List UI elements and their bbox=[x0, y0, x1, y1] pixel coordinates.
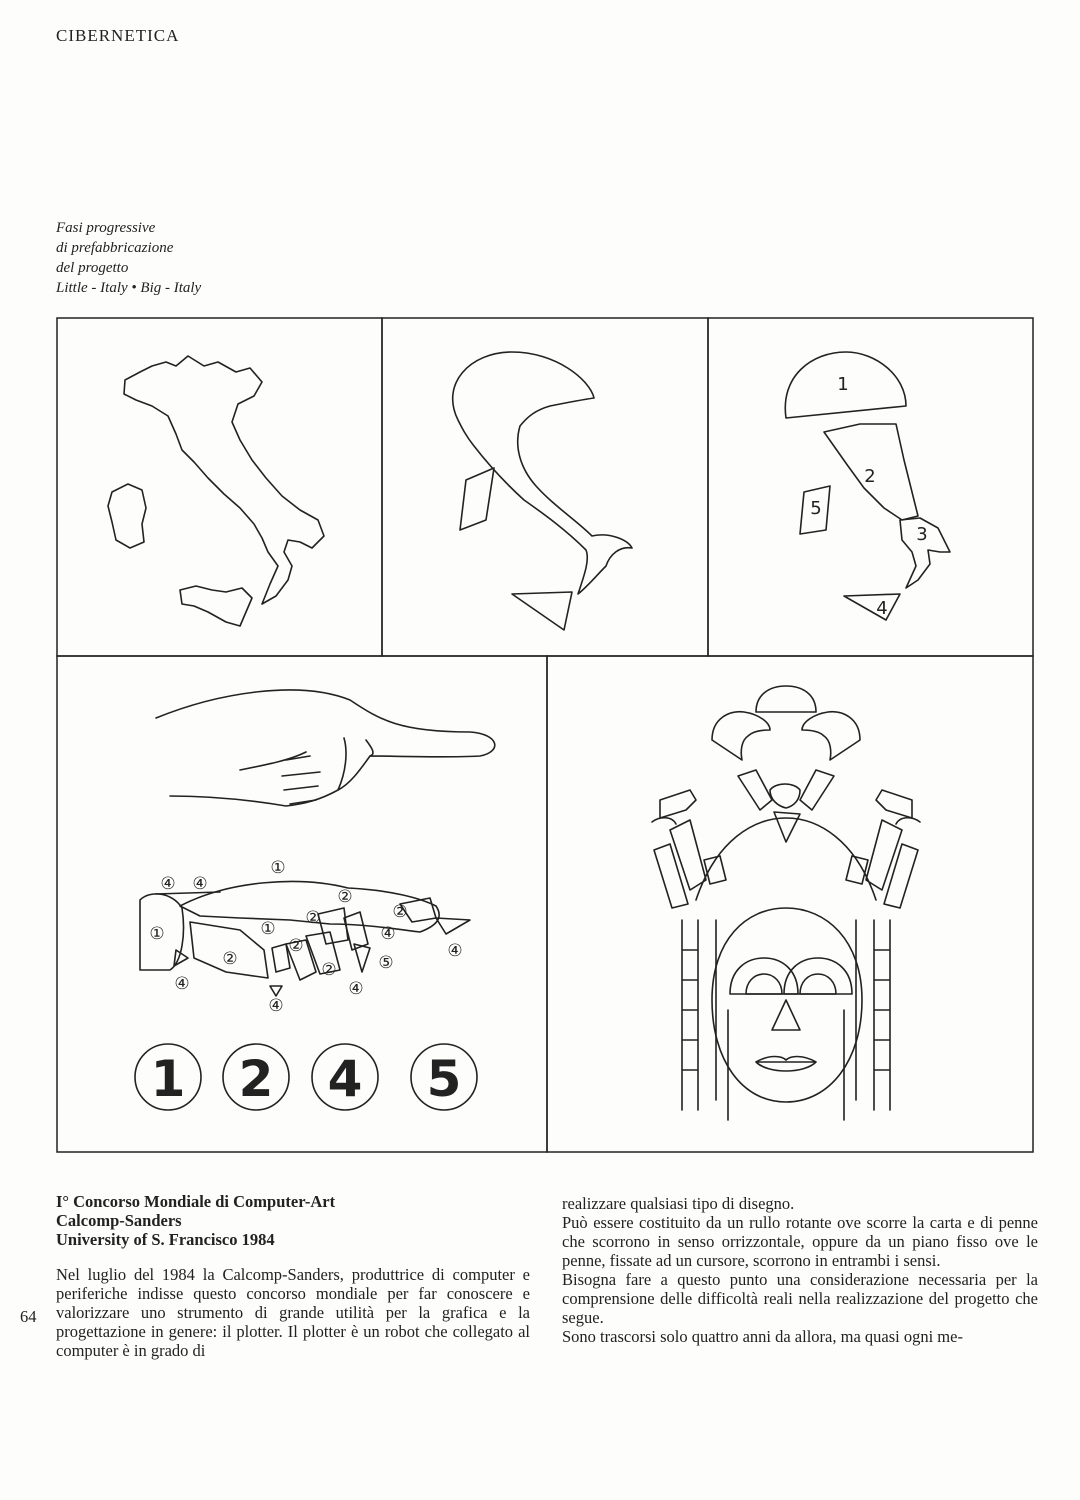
right-paragraph: Può essere costituito da un rullo rotante ove scorre la carta e di penne che scorrono in senso orrizzontale, oppure da un piano fisso ove le penne, fissate ad un cursore, scorrono in entrambi i sensi. bbox=[562, 1213, 1038, 1270]
hand-label-2: ② bbox=[321, 960, 337, 980]
piece-legend bbox=[135, 1044, 477, 1110]
right-column bbox=[562, 1194, 1038, 1346]
hand-label-4: ④ bbox=[380, 924, 396, 944]
hand-label-1: ① bbox=[149, 924, 165, 944]
heading-line: I° Concorso Mondiale di Computer-Art bbox=[56, 1192, 336, 1211]
panel-italy-pieces bbox=[708, 318, 1033, 656]
hand-label-4: ④ bbox=[447, 941, 463, 961]
hand-label-5: ⑤ bbox=[378, 953, 394, 973]
hand-label-2: ② bbox=[392, 902, 408, 922]
legend-number-5: 5 bbox=[426, 1050, 462, 1108]
running-head: CIBERNETICA bbox=[56, 26, 180, 45]
left-column bbox=[56, 1192, 530, 1360]
heading-line: University of S. Francisco 1984 bbox=[56, 1230, 275, 1249]
hand-label-2: ② bbox=[288, 936, 304, 956]
caption-line: del progetto bbox=[56, 260, 129, 276]
panel-face bbox=[547, 656, 1033, 1152]
pointing-hand-drawing bbox=[156, 690, 495, 806]
piece-number-5: 5 bbox=[810, 498, 822, 519]
hand-label-2: ② bbox=[305, 908, 321, 928]
hand-label-4: ④ bbox=[348, 979, 364, 999]
panel-italy-simplified bbox=[382, 318, 708, 656]
hand-label-4: ④ bbox=[268, 996, 284, 1016]
caption-line: di prefabbricazione bbox=[56, 240, 174, 256]
caption-line: Little - Italy • Big - Italy bbox=[56, 280, 202, 296]
caption-line: Fasi progressive bbox=[56, 220, 156, 236]
italy-simplified-drawing bbox=[453, 352, 632, 630]
hand-label-1: ① bbox=[260, 919, 276, 939]
right-paragraph: Sono trascorsi solo quattro anni da allora, ma quasi ogni me- bbox=[562, 1327, 963, 1346]
panel-italy-map bbox=[57, 318, 382, 656]
legend-number-1: 1 bbox=[150, 1050, 186, 1108]
hand-label-2: ② bbox=[337, 887, 353, 907]
face-drawing bbox=[652, 686, 920, 1120]
italy-map-drawing bbox=[108, 356, 324, 626]
article-heading bbox=[56, 1192, 530, 1249]
right-paragraph: realizzare qualsiasi tipo di disegno. bbox=[562, 1194, 795, 1213]
hand-label-2: ② bbox=[222, 949, 238, 969]
piece-number-2: 2 bbox=[864, 466, 876, 487]
hand-label-4: ④ bbox=[174, 974, 190, 994]
panel-hand bbox=[57, 656, 547, 1152]
piece-number-1: 1 bbox=[837, 374, 849, 395]
page-number: 64 bbox=[20, 1307, 37, 1326]
left-paragraph: Nel luglio del 1984 la Calcomp-Sanders, produttrice di computer e periferiche indisse questo concorso mondiale per far conoscere e valorizzare uno strumento di grande utilità per la grafica e la progettazione in genere: il plotter. Il plotter è un robot che collegato al computer è in grado di bbox=[56, 1265, 530, 1360]
right-paragraph: Bisogna fare a questo punto una considerazione necessaria per la comprensione delle difficoltà reali nella realizzazione del progetto che segue. bbox=[562, 1270, 1038, 1327]
hand-label-4: ④ bbox=[160, 874, 176, 894]
hand-label-1: ① bbox=[270, 858, 286, 878]
heading-line: Calcomp-Sanders bbox=[56, 1211, 182, 1230]
legend-number-4: 4 bbox=[327, 1050, 363, 1108]
hand-label-4: ④ bbox=[192, 874, 208, 894]
piece-number-3: 3 bbox=[916, 524, 928, 545]
piece-number-4: 4 bbox=[876, 598, 888, 619]
legend-number-2: 2 bbox=[238, 1050, 274, 1108]
